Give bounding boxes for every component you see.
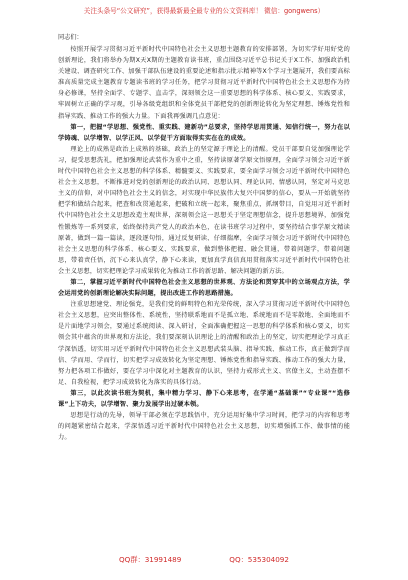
- paragraph-2: 注重思想建党、理论强党，是我们党的鲜明特色和光荣传统，深入学习贯彻习近平新时代中国特色社会主义思想，应突出整体性、系统性，坚持联系地而不是孤立地、系统地而不是零散地、全面地而不是片面地学习领会，要通过系统阅读、深入研讨，全面准确把握这一思想的科学体系和核心要义，切实领会其中蕴含的世界观和方法论，我们要深刻认识理论上的清醒和政治上的坚定，切实把理论学习真正学深悟透，切实用习近平新时代中国特色社会主义思想武装头脑、指导实践、推动工作，真正做到学而信、学而用、学而行，切实把学习成效转化为坚定理想、锤炼党性和指导实践、推动工作的强大力量，努力把各项工作做好，要在学习中深化对主题教育的认识，坚持力戒形式主义、官僚主义，主动查摆不足、自我检视，把学习成效转化为落实的具体行动。: [58, 301, 350, 386]
- paragraph-intro: 按照开展学习贯彻习近平新时代中国特色社会主义思想主题教育的安排部署，为切实学好用好党的创新理论，我们将举办为期X天X期的主题教育读书班，重点围绕习近平总书记关于X工作、加强政治机关建设、调查研究工作、加强干部队伍建设的重要论述和指示批示精神等X个学习主题展开，我们要高标准高质量完成主题教育专题读书班的学习任务，把学习贯彻习近平新时代中国特色社会主义思想作为持身必修课，坚持全面学、专题学、直击学，深刻领会这一重要思想的科学体系、核心要义、实践要求，牢固树立正确的学习观，引导各级党组织和全体党员干部把党的创新理论转化为坚定理想、锤炼党性和指导实践、推动工作的强大力量。下面我再强调几点意见：: [58, 46, 350, 120]
- section-heading-1: 第一，把握“学思想、强党性、重实践、建新功”总要求，坚持学思用贯通、知信行统一，努力在以学铸魂、以学增智、以学正风、以学促干方面取得实实在在的成效。: [58, 123, 350, 142]
- top-banner: [0, 0, 408, 20]
- paragraph-3: 思想是行动的先导，领导干部必须在学思践悟中，充分运用好集中学习时间，把学习的内容和思考的问题紧密结合起来，学深悟透习近平新时代中国特色社会主义思想，切实增强抓工作、做事情的能力。: [58, 412, 350, 442]
- greeting: 同志们：: [58, 34, 83, 41]
- footer-qq-group: QQ群：31991489: [119, 555, 182, 564]
- footer: [0, 552, 408, 568]
- section-heading-2: 第二，掌握习近平新时代中国特色社会主义思想的世界观、方法论和贯穿其中的立场观点方法，学会运用党的创新理论解决实际问题，提出改进工作的思路措施。: [58, 278, 350, 298]
- banner-text: 关注头条号“公文研究”，获得最新最全最专业的公文资料库！ 微信：gongwens）: [83, 7, 325, 15]
- footer-qq: QQ：535304092: [229, 555, 289, 564]
- section-heading-3: 第三，以此次读书班为契机，集中精力学习、静下心来思考，在学通“基础课”“专业课”“选修课”上下功夫，以学增智、聚力发展学出过硬本领。: [58, 389, 350, 408]
- document-body: [58, 32, 350, 544]
- paragraph-1: 理论上的成熟是政治上成熟的基础，政治上的坚定源于理论上的清醒。党员干部要自觉加强理论学习，提受思想洗礼，把加强理论武装作为重中之重，坚持读原著学原文悟原理，全面学习领会习近平新时代中国特色社会主义思想的科学体系、精髓要义、实践要求，要全面学习领会习近平新时代中国特色社会主义思想，不断推进对党的创新理论的政治认同、思想认同、理论认同、情感认同，坚定对马克思主义的信仰，对中国特色社会主义的信念，对实现中华民族伟大复兴中国梦的信心，要从一开始就坚持把学和做结合起来，把查和改贯通起来，把破和立统一起来，聚焦重点，抓纲带目，自觉用习近平新时代中国特色社会主义思想改造主观世界，深刻领会这一思想关于坚定理想信念，提升思想境界，加强党性锻炼等一系列要求，始终保持共产党人的政治本色，在读书班学习过程中，要坚持结合事学原文精读原著，做到一篇一篇读，逐段逐句悟，通过反复研读、仔细揣摩，全面学习领会习近平新时代中国特色社会主义思想的科学体系、核心要义、实践要求，做到整体把握、融会贯通，带着问题学，带着问题思，带着责任悟，沉下心来认真学，静下心来读，更加真学真信真用贯彻落实习近平新时代中国特色社会主义思想，切实把理论学习成果转化为推动工作的新思路、解决问题的新方法。: [58, 145, 350, 275]
